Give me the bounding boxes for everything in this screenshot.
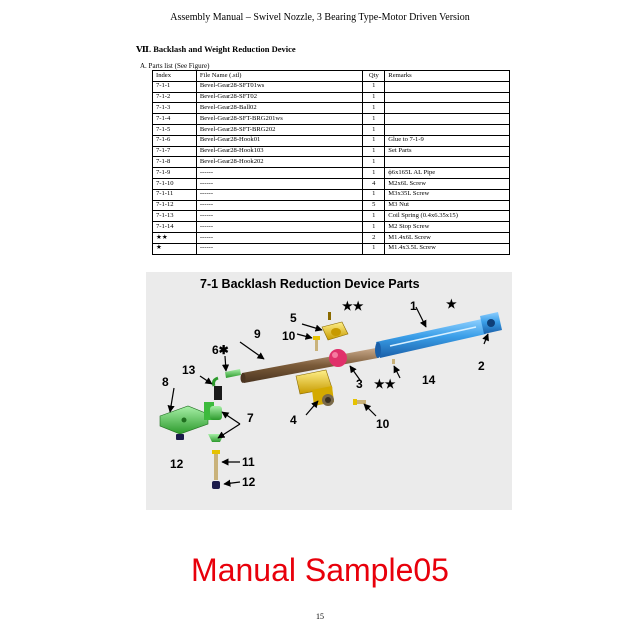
parts-table-body: [153, 81, 510, 254]
cell-remarks: [385, 103, 510, 114]
cell-remarks: [385, 114, 510, 125]
part-spring: [214, 378, 223, 400]
cell-qty: 1: [363, 243, 385, 254]
parts-table: [152, 70, 510, 255]
column-header-remarks: Remarks: [385, 71, 510, 82]
cell-file-name: ------: [196, 232, 362, 243]
table-row: [153, 103, 510, 114]
document-header: Assembly Manual – Swivel Nozzle, 3 Bearing Type-Motor Driven Version: [170, 12, 470, 23]
cell-index: 7-1-8: [153, 157, 197, 168]
cell-file-name: ------: [196, 243, 362, 254]
cell-file-name: Bevel-Gear28-SFT02: [196, 92, 362, 103]
callout-12-left: 12: [170, 457, 184, 471]
part-end-cap: [480, 312, 502, 334]
cell-file-name: Bevel-Gear28-Hook103: [196, 146, 362, 157]
cell-index: 7-1-9: [153, 168, 197, 179]
callout-7: 7: [247, 411, 254, 425]
cell-index: 7-1-2: [153, 92, 197, 103]
cell-index: 7-1-11: [153, 189, 197, 200]
cell-remarks: M3x35L Screw: [385, 189, 510, 200]
cell-qty: 1: [363, 157, 385, 168]
cell-index: 7-1-6: [153, 135, 197, 146]
cell-index: 7-1-1: [153, 81, 197, 92]
cell-qty: 1: [363, 92, 385, 103]
callout-1: 1: [410, 299, 417, 313]
cell-qty: 1: [363, 189, 385, 200]
callout-10-upper: 10: [282, 329, 296, 343]
cell-qty: 5: [363, 200, 385, 211]
table-row: [153, 211, 510, 222]
cell-file-name: Bevel-Gear28-SFT-BRG201ws: [196, 114, 362, 125]
part-screw-upper: [313, 336, 320, 351]
table-row: [153, 124, 510, 135]
table-row: [153, 81, 510, 92]
cell-remarks: M2x6L Screw: [385, 178, 510, 189]
cell-index: 7-1-4: [153, 114, 197, 125]
callout-14: 14: [422, 373, 436, 387]
column-header-index: Index: [153, 71, 197, 82]
cell-remarks: Coil Spring (0.4x6.35x15): [385, 211, 510, 222]
cell-qty: 1: [363, 135, 385, 146]
callout-12-bottom: 12: [242, 475, 256, 489]
part-top-bracket: [322, 312, 348, 340]
cell-qty: 1: [363, 211, 385, 222]
cell-index: 7-1-3: [153, 103, 197, 114]
cell-remarks: M1.4x6L Screw: [385, 232, 510, 243]
cell-qty: 2: [363, 232, 385, 243]
cell-remarks: [385, 92, 510, 103]
cell-remarks: Glue to 7-1-9: [385, 135, 510, 146]
part-hook-pin: [225, 369, 241, 378]
cell-file-name: Bevel-Gear28-Hook202: [196, 157, 362, 168]
table-row: [153, 135, 510, 146]
cell-file-name: Bevel-Gear28-SFT01ws: [196, 81, 362, 92]
callout-3: 3: [356, 377, 363, 391]
page-number: 15: [316, 612, 324, 621]
callout-9: 9: [254, 327, 261, 341]
section-title: Ⅶ. Backlash and Weight Reduction Device: [136, 44, 296, 54]
column-header-file-name: File Name (.stl): [196, 71, 362, 82]
table-row: [153, 114, 510, 125]
cell-file-name: ------: [196, 168, 362, 179]
cell-index: ★★: [153, 232, 197, 243]
callout-star-screws-5: ★★: [342, 299, 364, 313]
cell-remarks: M2 Stop Screw: [385, 222, 510, 233]
cell-qty: 1: [363, 146, 385, 157]
part-long-screw: [212, 450, 220, 480]
cell-index: 7-1-10: [153, 178, 197, 189]
cell-remarks: M3 Nut: [385, 200, 510, 211]
exploded-view: [146, 272, 512, 510]
callout-2: 2: [478, 359, 485, 373]
table-row: [153, 157, 510, 168]
cell-qty: 1: [363, 168, 385, 179]
cell-qty: 1: [363, 222, 385, 233]
cell-remarks: [385, 81, 510, 92]
callout-star-screws-3: ★★: [374, 377, 396, 391]
cell-qty: 1: [363, 103, 385, 114]
part-tube: [375, 319, 486, 358]
callout-4: 4: [290, 413, 297, 427]
table-row: [153, 222, 510, 233]
cell-file-name: ------: [196, 222, 362, 233]
table-row: [153, 232, 510, 243]
callout-10-lower: 10: [376, 417, 390, 431]
cell-file-name: Bevel-Gear28-Ball02: [196, 103, 362, 114]
cell-qty: 1: [363, 114, 385, 125]
cell-remarks: M1.4x3.5L Screw: [385, 243, 510, 254]
callout-13: 13: [182, 363, 196, 377]
callout-6: 6✱: [212, 343, 229, 357]
cell-index: 7-1-14: [153, 222, 197, 233]
cell-file-name: Bevel-Gear28-SFT-BRG202: [196, 124, 362, 135]
part-lower-bracket: [296, 370, 334, 406]
cell-index: ★: [153, 243, 197, 254]
part-nut-bottom: [212, 481, 220, 489]
parts-diagram: [146, 272, 512, 510]
sample-watermark: Manual Sample05: [191, 552, 449, 588]
part-hook-bevel: [208, 406, 224, 442]
cell-index: 7-1-5: [153, 124, 197, 135]
cell-file-name: ------: [196, 211, 362, 222]
parts-list-title: A. Parts list (See Figure): [140, 62, 210, 70]
cell-index: 7-1-13: [153, 211, 197, 222]
cell-qty: 1: [363, 124, 385, 135]
cell-remarks: [385, 157, 510, 168]
part-ball: [329, 349, 347, 367]
callout-5: 5: [290, 311, 297, 325]
cell-remarks: ϕ6x165L AL Pipe: [385, 168, 510, 179]
table-row: [153, 200, 510, 211]
cell-qty: 4: [363, 178, 385, 189]
part-base-plate: [160, 402, 214, 434]
cell-file-name: ------: [196, 189, 362, 200]
table-row: [153, 168, 510, 179]
table-row: [153, 243, 510, 254]
table-row: [153, 189, 510, 200]
cell-file-name: ------: [196, 200, 362, 211]
cell-index: 7-1-12: [153, 200, 197, 211]
table-row: [153, 146, 510, 157]
callout-8: 8: [162, 375, 169, 389]
table-header-row: [153, 71, 510, 82]
part-nut-left: [176, 434, 184, 440]
table-row: [153, 178, 510, 189]
cell-qty: 1: [363, 81, 385, 92]
callout-11: 11: [242, 455, 255, 469]
callout-star-screw-1: ★: [446, 297, 457, 311]
cell-remarks: Set Parts: [385, 146, 510, 157]
figure-title: 7-1 Backlash Reduction Device Parts: [200, 277, 420, 291]
cell-remarks: [385, 124, 510, 135]
cell-file-name: Bevel-Gear28-Hook01: [196, 135, 362, 146]
cell-index: 7-1-7: [153, 146, 197, 157]
cell-file-name: ------: [196, 178, 362, 189]
table-row: [153, 92, 510, 103]
part-stop-screw: [392, 359, 395, 364]
column-header-qty: Qty: [363, 71, 385, 82]
